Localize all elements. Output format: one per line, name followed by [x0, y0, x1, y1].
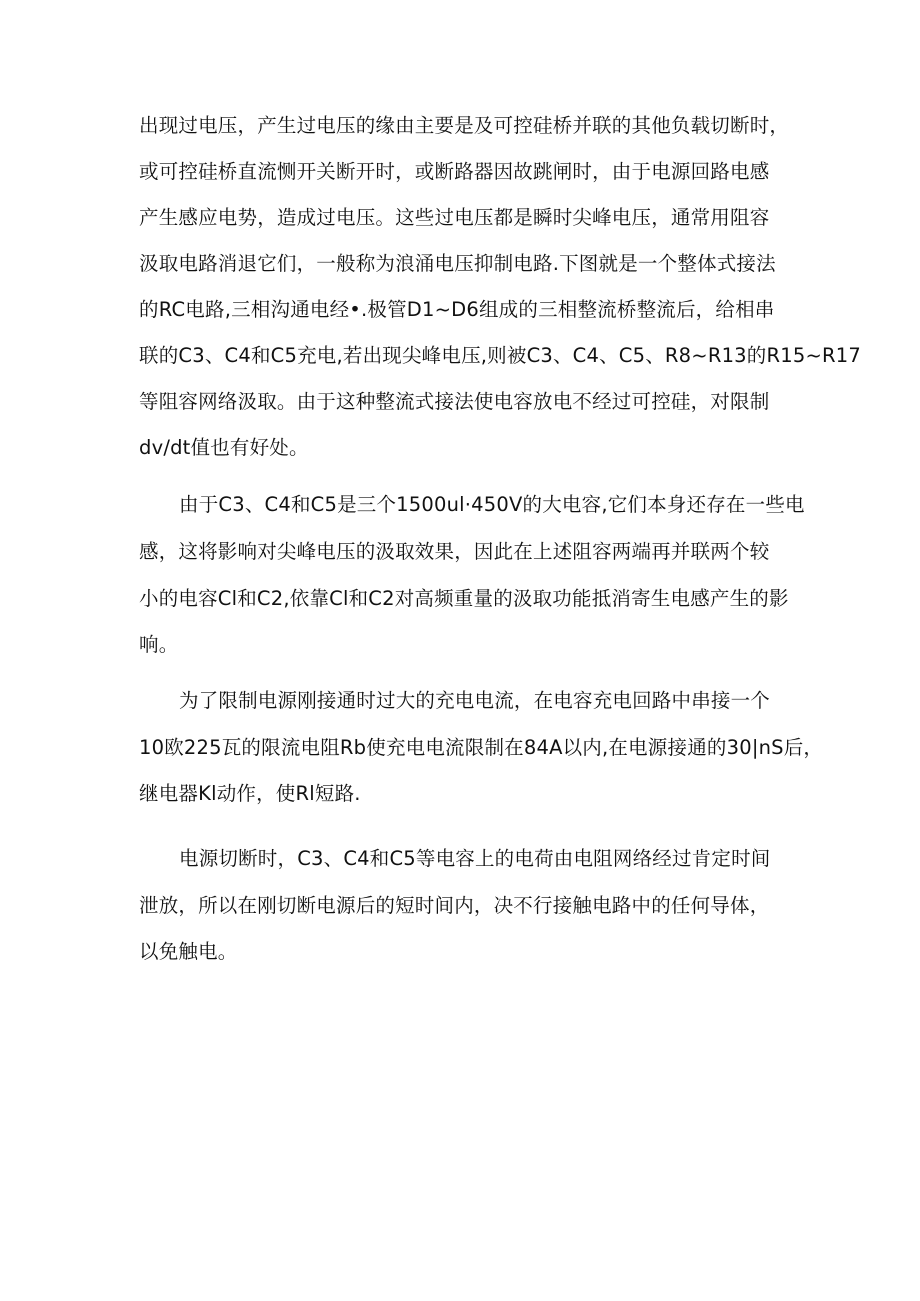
- text-line: 产生感应电势，造成过电压。这些过电压都是瞬时尖峰电压，通常用阻容: [139, 206, 770, 229]
- text-line: 继电器Kl动作，使Rl短路.: [139, 782, 361, 805]
- text-line: 小的电容Cl和C2,依靠Cl和C2对高频重量的汲取功能抵消寄生电感产生的影: [139, 587, 789, 610]
- text-line: 为了限制电源刚接通时过大的充电电流，在电容充电回路中串接一个: [179, 689, 771, 712]
- text-line: 响。: [139, 633, 179, 656]
- text-line: 电源切断时，C3、C4和C5等电容上的电荷由电阻网络经过肯定时间: [179, 847, 771, 870]
- text-line: 汲取电路消退它们，一般称为浪涌电压抑制电路.下图就是一个整体式接法: [139, 252, 776, 275]
- text-line: 出现过电压，产生过电压的缘由主要是及可控硅桥并联的其他负载切断时，: [139, 114, 790, 137]
- text-line: 10欧225瓦的限流电阻Rb使充电电流限制在84A以内,在电源接通的30|nS后，: [139, 736, 824, 759]
- text-line: 或可控硅桥直流恻开关断开时，或断路器因故跳闸时，由于电源回路电感: [139, 160, 770, 183]
- text-line: 的RC电路,三相沟通电经•.极管D1~D6组成的三相整流桥整流后，给相串: [139, 298, 775, 321]
- text-line: 泄放，所以在刚切断电源后的短时间内，决不行接触电路中的任何导体，: [139, 894, 770, 917]
- text-line: 以免触电。: [139, 940, 238, 963]
- text-line: 感，这将影响对尖峰电压的汲取效果，因此在上述阻容两端再并联两个较: [139, 540, 770, 563]
- text-line: dv/dt值也有好处。: [139, 436, 309, 459]
- text-line: 等阻容网络汲取。由于这种整流式接法使电容放电不经过可控硅，对限制: [139, 390, 770, 413]
- text-line: 联的C3、C4和C5充电,若出现尖峰电压,则被C3、C4、C5、R8~R13的R15~R17: [139, 344, 861, 367]
- text-line: 由于C3、C4和C5是三个1500ul·450V的大电容,它们本身还存在一些电: [179, 493, 805, 516]
